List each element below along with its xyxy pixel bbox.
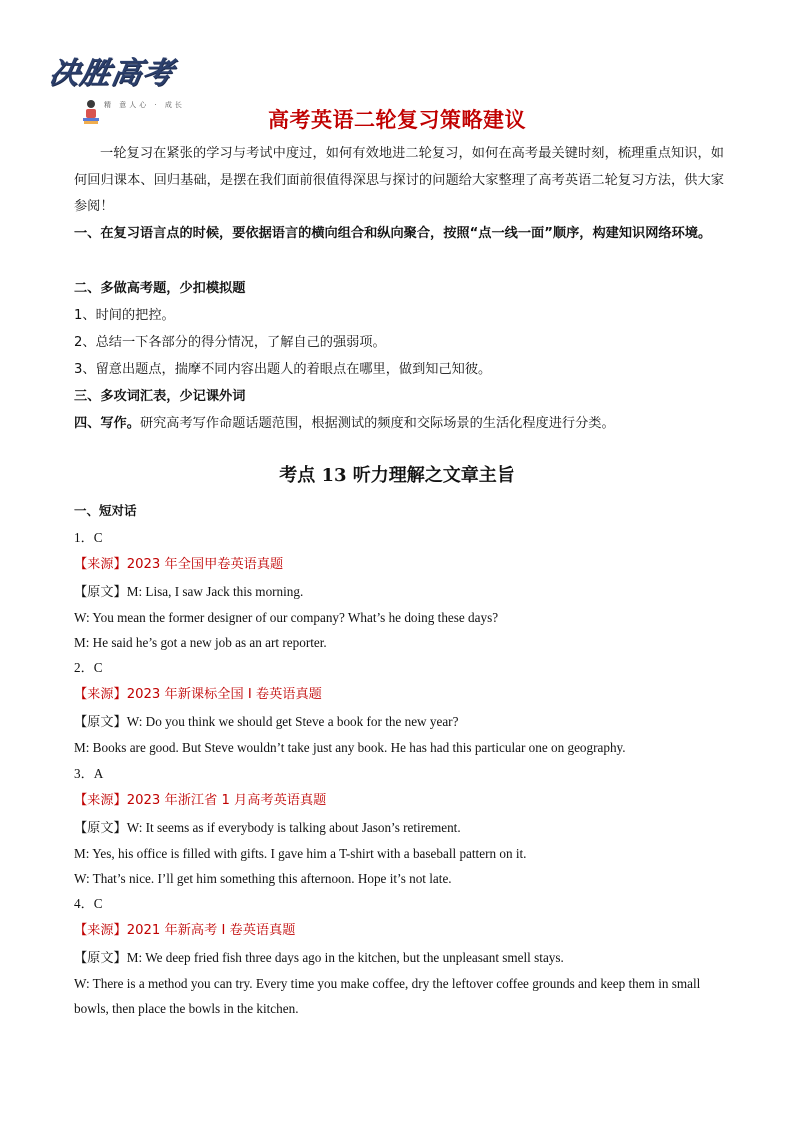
answer-3: 3．A: [74, 766, 104, 781]
part-title: 一、短对话: [74, 503, 137, 518]
strategy-2-2: 2、总结一下各部分的得分情况，了解自己的强弱项。: [74, 335, 386, 350]
dialog-text: W: It seems as if everybody is talking about Jason’s retirement.: [126, 820, 461, 835]
source-2: [74, 682, 322, 707]
dialog-text: M: Lisa, I saw Jack this morning.: [126, 584, 304, 599]
source-4: [74, 918, 295, 943]
dialog-line: M: Books are good. But Steve wouldn’t take just any book. He has had this particular one on geography.: [74, 740, 626, 755]
dialog-line: W: That’s nice. I’ll get him something this afternoon. Hope it’s not late.: [74, 871, 452, 886]
dialog-text: M: We deep fried fish three days ago in the kitchen, but the unpleasant smell stays.: [126, 950, 564, 965]
source-text: 2023 年新课标全国 I 卷英语真题: [126, 687, 322, 702]
dialog-line: [74, 709, 458, 735]
answer-2: 2．C: [74, 660, 103, 675]
logo-text: 决胜高考: [46, 56, 177, 91]
strategy-2: 二、多做高考题，少扣模拟题: [74, 281, 246, 296]
page-title: 高考英语二轮复习策略建议: [268, 108, 526, 132]
source-label: 【来源】: [74, 793, 127, 808]
dialog-line: M: Yes, his office is filled with gifts. I gave him a T-shirt with a baseball pattern on it.: [74, 846, 527, 861]
strategy-4-label: 四、写作。: [74, 416, 140, 431]
logo-subtext: 精 意人心 · 成长: [104, 101, 185, 109]
original-label: 【原文】: [74, 585, 127, 600]
source-1: [74, 552, 283, 577]
original-label: 【原文】: [74, 821, 127, 836]
source-text: 2023 年浙江省 1 月高考英语真题: [126, 793, 327, 808]
answer-1: 1．C: [74, 530, 103, 545]
original-label: 【原文】: [74, 951, 127, 966]
dialog-line: W: There is a method you can try. Every time you make coffee, dry the leftover coffee grounds and keep them in small bowls, then place the bowls in the kitchen.: [74, 976, 701, 1016]
strategy-4-text: 研究高考写作命题话题范围，根据测试的频度和交际场景的生活化程度进行分类。: [139, 416, 615, 431]
dialog-text: W: Do you think we should get Steve a book for the new year?: [126, 714, 459, 729]
dialog-line: W: You mean the former designer of our company? What’s he doing these days?: [74, 610, 499, 625]
source-label: 【来源】: [74, 923, 127, 938]
source-label: 【来源】: [74, 687, 127, 702]
dialog-line: [74, 945, 564, 971]
source-label: 【来源】: [74, 557, 127, 572]
source-text: 2023 年全国甲卷英语真题: [126, 557, 284, 572]
strategy-2-3: 3、留意出题点，揣摩不同内容出题人的着眼点在哪里，做到知己知彼。: [74, 362, 492, 377]
strategy-2-1: 1、时间的把控。: [74, 308, 175, 323]
strategy-1: 一、在复习语言点的时候，要依据语言的横向组合和纵向聚合，按照“点一线一面”顺序，构建知识网络环境。: [74, 226, 712, 241]
answer-4: 4．C: [74, 896, 103, 911]
original-label: 【原文】: [74, 715, 127, 730]
strategy-4: [74, 411, 724, 437]
dialog-line: [74, 579, 303, 605]
source-3: [74, 788, 326, 813]
dialog-line: [74, 815, 461, 841]
section-title: 考点 13 听力理解之文章主旨: [279, 465, 515, 486]
source-text: 2021 年新高考 I 卷英语真题: [126, 923, 296, 938]
strategy-3: 三、多攻词汇表，少记课外词: [74, 389, 246, 404]
dialog-line: M: He said he’s got a new job as an art reporter.: [74, 635, 327, 650]
intro-paragraph: 一轮复习在紧张的学习与考试中度过，如何有效地进二轮复习，如何在高考最关键时刻，梳理重点知识，如何回归课本、回归基础，是摆在我们面前很值得深思与探讨的问题给大家整理了高考英语二轮复习方法，供大家参阅！: [74, 146, 724, 214]
